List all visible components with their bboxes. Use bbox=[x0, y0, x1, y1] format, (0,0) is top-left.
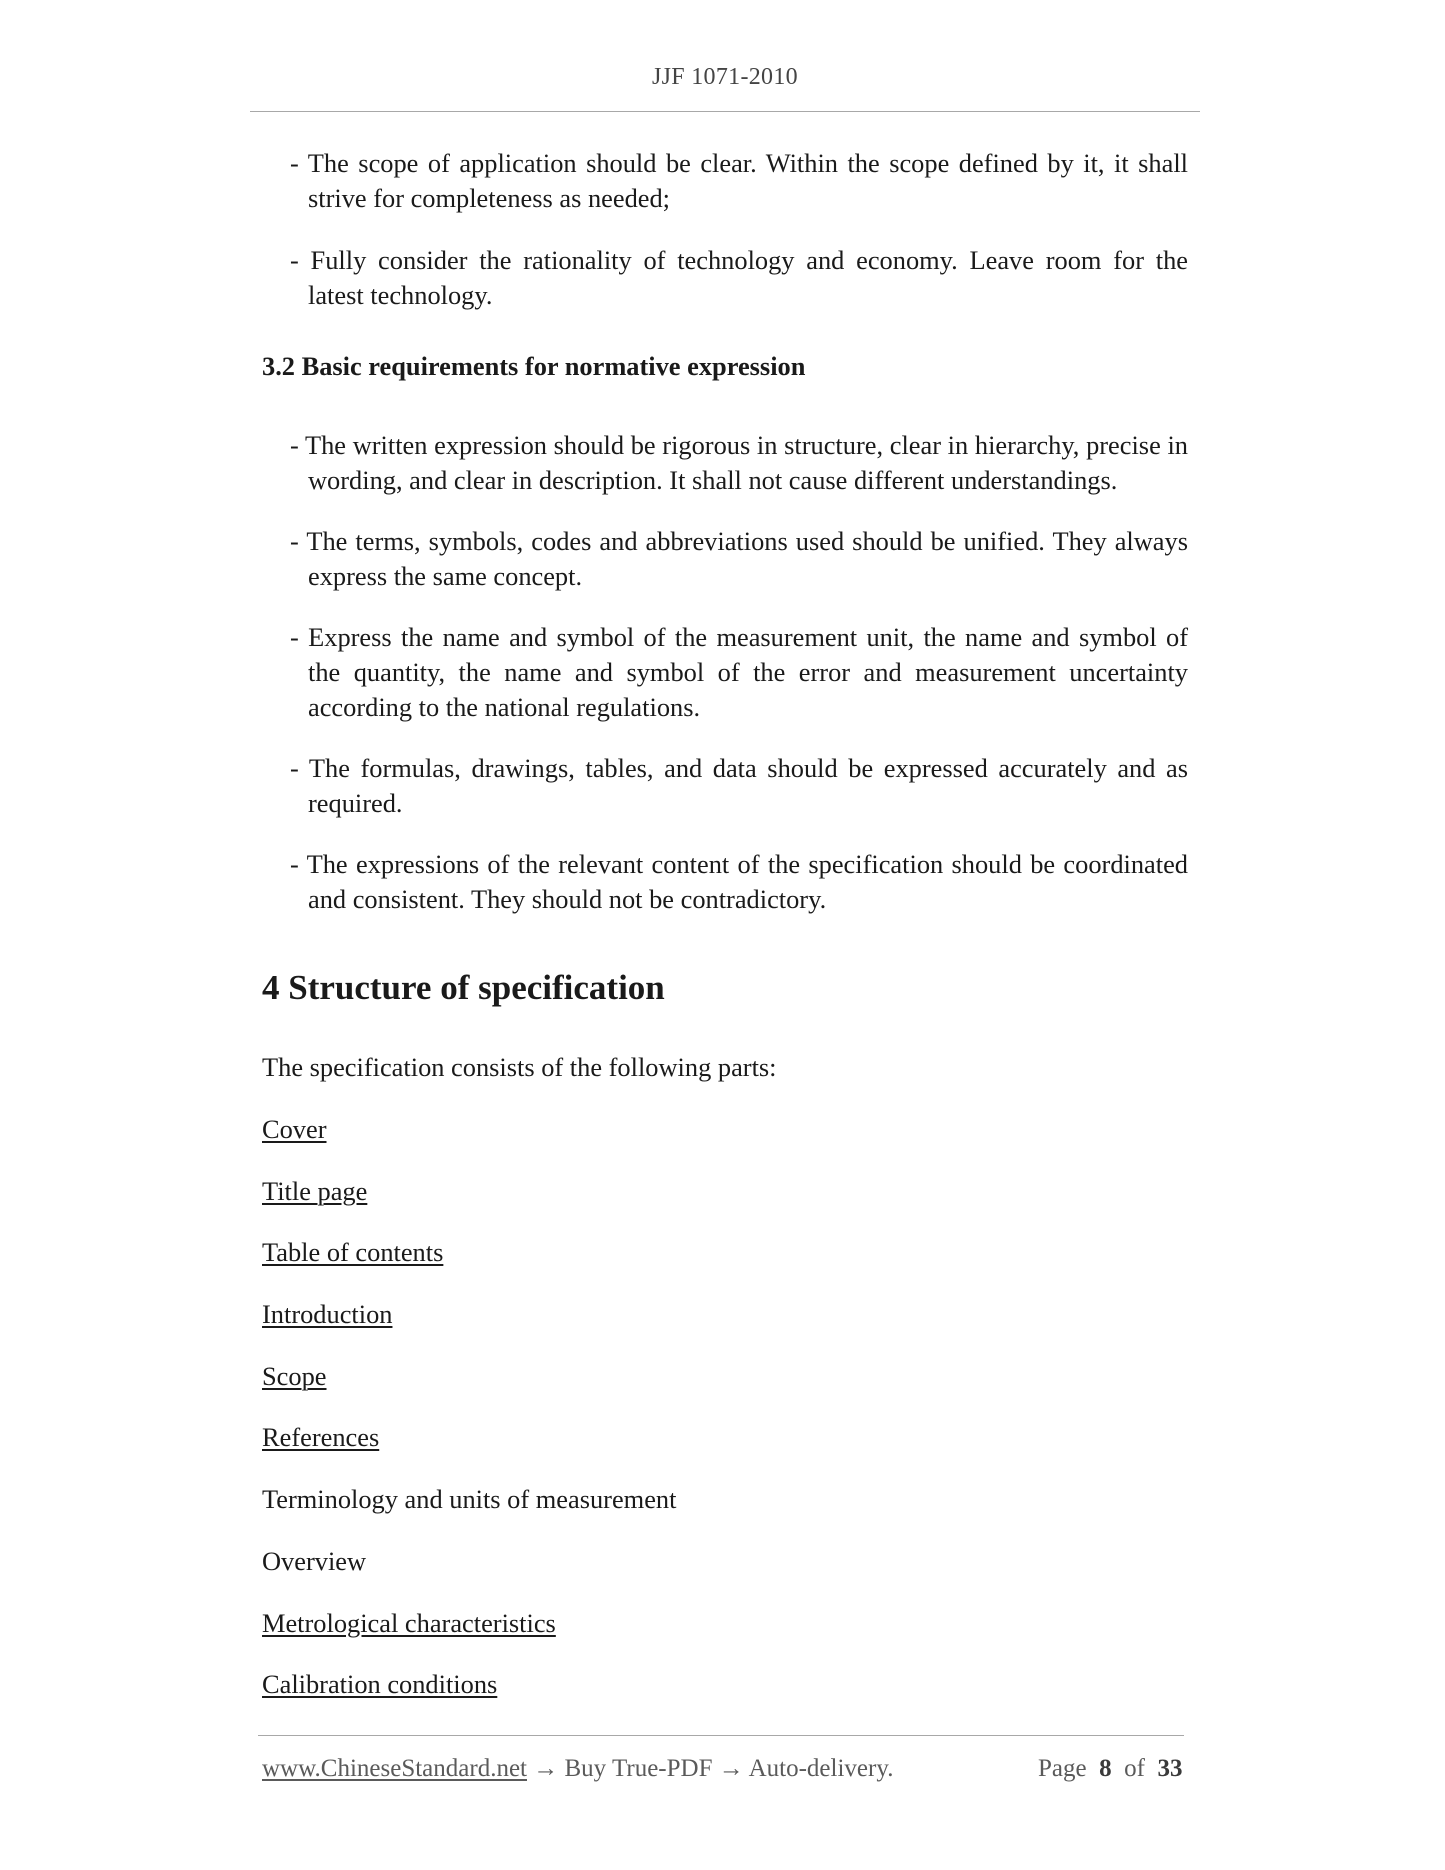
part-label: Overview bbox=[262, 1545, 367, 1576]
page-total: 33 bbox=[1157, 1755, 1183, 1782]
part-label[interactable]: Table of contents bbox=[262, 1237, 444, 1268]
footer-divider bbox=[258, 1735, 1184, 1736]
part-link-references[interactable] bbox=[262, 1420, 676, 1482]
footer-promo bbox=[262, 1753, 893, 1785]
specification-parts-list bbox=[262, 1112, 676, 1729]
site-link[interactable]: www.ChineseStandard.net bbox=[262, 1755, 527, 1782]
part-label[interactable]: Introduction bbox=[262, 1299, 393, 1330]
part-label: Terminology and units of measurement bbox=[262, 1484, 677, 1515]
part-label[interactable]: References bbox=[262, 1422, 380, 1453]
part-overview bbox=[262, 1544, 676, 1606]
arrow-right-icon: → bbox=[718, 1755, 744, 1782]
part-label[interactable]: Scope bbox=[262, 1360, 327, 1391]
part-link-scope[interactable] bbox=[262, 1359, 676, 1421]
section-4-heading: 4 Structure of specification bbox=[262, 968, 665, 1007]
arrow-right-icon: → bbox=[533, 1755, 559, 1782]
bullet-written-expression: - The written expression should be rigorous in structure, clear in hierarchy, precise in wording, and clear in description. It shall not cause different understandings. bbox=[290, 430, 1188, 495]
bullet-terms-symbols: - The terms, symbols, codes and abbreviations used should be unified. They always express the same concept. bbox=[290, 526, 1188, 591]
part-link-metrological-characteristics[interactable] bbox=[262, 1606, 676, 1668]
part-label[interactable]: Title page bbox=[262, 1175, 368, 1206]
bullet-scope-clear: - The scope of application should be clear. Within the scope defined by it, it shall strive for completeness as needed; bbox=[290, 148, 1188, 213]
part-label[interactable]: Metrological characteristics bbox=[262, 1607, 556, 1638]
document-id-header: JJF 1071-2010 bbox=[652, 64, 798, 90]
page-indicator bbox=[1038, 1753, 1182, 1785]
part-link-introduction[interactable] bbox=[262, 1297, 676, 1359]
part-label[interactable]: Cover bbox=[262, 1114, 327, 1144]
page-label: Page bbox=[1038, 1755, 1087, 1782]
header-divider bbox=[250, 111, 1200, 112]
auto-delivery-text: Auto-delivery. bbox=[748, 1755, 894, 1782]
part-link-cover[interactable] bbox=[262, 1112, 676, 1174]
bullet-coordinated: - The expressions of the relevant content of the specification should be coordinated and consistent. They should not be contradictory. bbox=[290, 849, 1188, 914]
page-current: 8 bbox=[1099, 1755, 1112, 1782]
of-label: of bbox=[1124, 1755, 1145, 1782]
bullet-measurement-unit: - Express the name and symbol of the measurement unit, the name and symbol of the quantity, the name and symbol of the error and measurement uncertainty according to the national regulations. bbox=[290, 622, 1188, 722]
bullet-rationality: - Fully consider the rationality of technology and economy. Leave room for the latest technology. bbox=[290, 245, 1188, 310]
buy-pdf-text: Buy True-PDF bbox=[564, 1755, 713, 1782]
bullet-formulas: - The formulas, drawings, tables, and data should be expressed accurately and as required. bbox=[290, 753, 1188, 818]
part-label[interactable]: Calibration conditions bbox=[262, 1669, 498, 1700]
section-3-2-heading: 3.2 Basic requirements for normative expression bbox=[262, 351, 806, 381]
section-4-intro: The specification consists of the following parts: bbox=[262, 1052, 777, 1082]
part-terminology bbox=[262, 1482, 676, 1544]
part-link-table-of-contents[interactable] bbox=[262, 1235, 676, 1297]
part-link-title-page[interactable] bbox=[262, 1174, 676, 1236]
part-link-calibration-conditions[interactable] bbox=[262, 1667, 676, 1729]
